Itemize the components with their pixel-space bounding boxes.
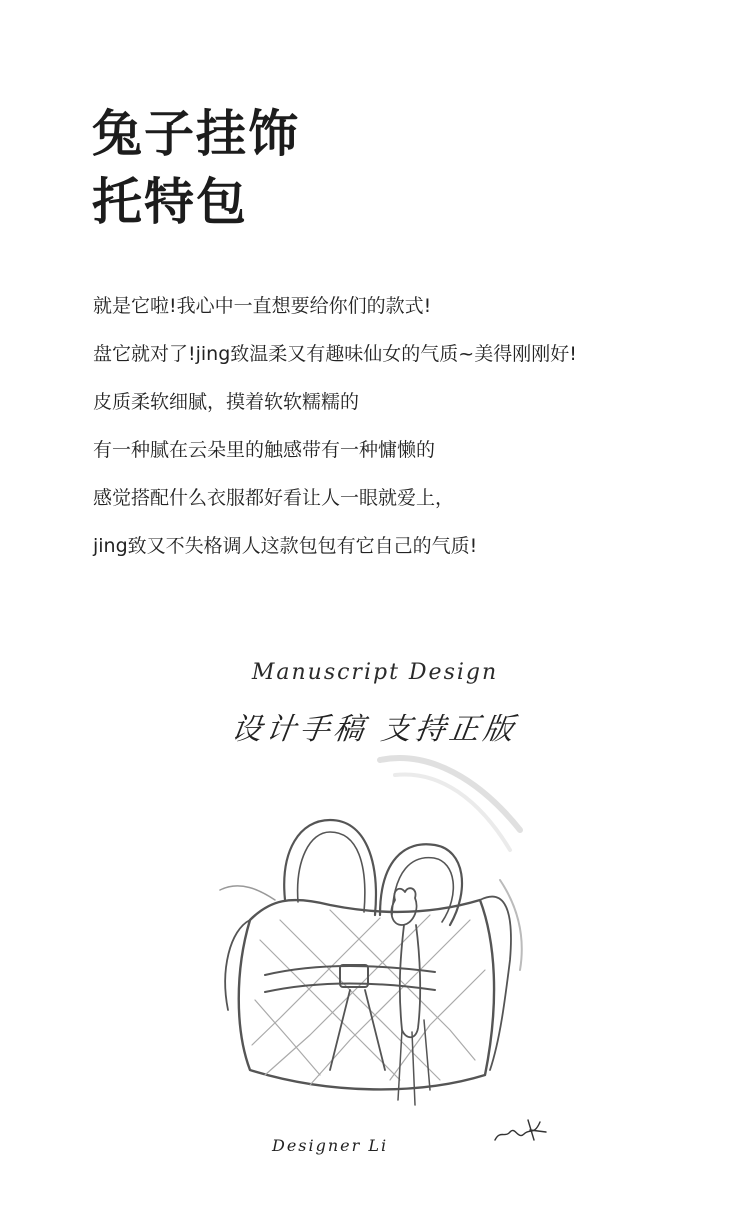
handbag-sketch-icon — [180, 740, 580, 1140]
manuscript-subheading: 设计手稿 支持正版 — [229, 712, 520, 747]
description-line: 盘它就对了!jing致温柔又有趣味仙女的气质~美得刚刚好! — [93, 343, 577, 365]
description-line: 皮质柔软细腻，摸着软软糯糯的 — [93, 391, 360, 413]
manuscript-heading: Manuscript Design — [251, 660, 499, 685]
title-line-1: 兔子挂饰 — [92, 105, 300, 163]
description-line: 感觉搭配什么衣服都好看让人一眼就爱上， — [93, 487, 455, 509]
description-line: jing致又不失格调人这款包包有它自己的气质! — [93, 535, 478, 557]
title-line-2: 托特包 — [92, 173, 248, 231]
designer-credit: Designer Li — [272, 1136, 389, 1155]
product-description — [93, 282, 577, 570]
description-line: 就是它啦!我心中一直想要给你们的款式! — [93, 295, 432, 317]
product-title — [92, 100, 300, 236]
signature-icon — [490, 1110, 550, 1150]
description-line: 有一种腻在云朵里的触感带有一种慵懒的 — [93, 439, 436, 461]
